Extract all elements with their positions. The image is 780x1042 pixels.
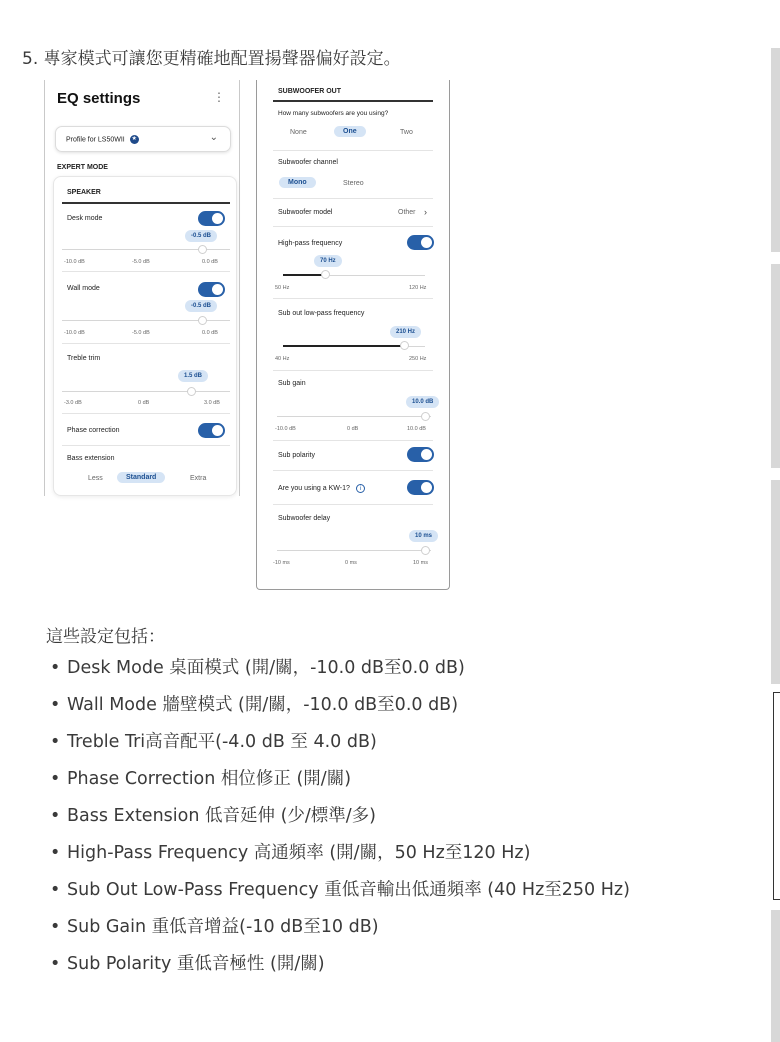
count-option-one[interactable]: One xyxy=(334,126,366,137)
wall-mode-toggle[interactable] xyxy=(198,282,225,297)
subwoofer-delay-tick: 0 ms xyxy=(345,560,357,566)
count-option-none[interactable]: None xyxy=(290,129,307,136)
profile-dropdown[interactable] xyxy=(55,126,231,152)
desk-mode-value: -0.5 dB xyxy=(185,230,217,242)
chevron-down-icon: ⌄ xyxy=(209,132,218,143)
expert-mode-label: EXPERT MODE xyxy=(57,164,108,171)
kw1-label: Are you using a KW-1? xyxy=(278,485,350,492)
low-pass-tick: 40 Hz xyxy=(275,356,290,362)
low-pass-tick: 250 Hz xyxy=(409,356,427,362)
info-icon[interactable]: i xyxy=(356,484,365,493)
wall-mode-value: -0.5 dB xyxy=(185,300,217,312)
subwoofer-delay-tick: 10 ms xyxy=(413,560,428,566)
high-pass-slider-thumb[interactable] xyxy=(321,270,330,279)
phase-correction-toggle[interactable] xyxy=(198,423,225,438)
chevron-right-icon: › xyxy=(424,207,427,217)
speaker-section-label: SPEAKER xyxy=(67,189,101,196)
low-pass-slider-thumb[interactable] xyxy=(400,341,409,350)
subwoofer-channel-label: Subwoofer channel xyxy=(278,159,338,166)
subwoofer-settings-screenshot xyxy=(256,80,450,590)
bass-option-extra[interactable]: Extra xyxy=(190,475,207,482)
channel-option-mono[interactable]: Mono xyxy=(279,177,316,188)
subwoofer-delay-tick: -10 ms xyxy=(273,560,290,566)
high-pass-toggle[interactable] xyxy=(407,235,434,250)
kebab-menu-icon[interactable]: ⋮ xyxy=(213,90,225,104)
list-item: • Sub Out Low-Pass Frequency 重低音輸出低通頻率 (40 Hz至250 Hz) xyxy=(50,880,630,900)
speaker-card xyxy=(53,176,237,496)
bass-option-less[interactable]: Less xyxy=(88,475,103,482)
list-item: • Wall Mode 牆壁模式 (開/關，-10.0 dB至0.0 dB) xyxy=(50,695,459,715)
sub-gain-tick: 10.0 dB xyxy=(407,426,426,432)
sub-gain-slider-thumb[interactable] xyxy=(421,412,430,421)
treble-trim-value: 1.5 dB xyxy=(178,370,208,382)
list-item: • Sub Polarity 重低音極性 (開/關) xyxy=(50,954,325,974)
wall-mode-tick: -5.0 dB xyxy=(132,330,150,336)
kw1-toggle[interactable] xyxy=(407,480,434,495)
wall-mode-tick: 0.0 dB xyxy=(202,330,218,336)
edge-scroll-bar xyxy=(771,910,780,1042)
subwoofer-model-row[interactable]: Subwoofer model xyxy=(278,209,333,216)
list-item: • High-Pass Frequency 高通頻率 (開/關，50 Hz至120 Hz) xyxy=(50,843,531,863)
list-item: • Treble Tri高音配平(-4.0 dB 至 4.0 dB) xyxy=(50,732,377,752)
high-pass-tick: 50 Hz xyxy=(275,285,290,291)
list-item: • Sub Gain 重低音增益(-10 dB至10 dB) xyxy=(50,917,379,937)
settings-list xyxy=(50,654,630,987)
count-option-two[interactable]: Two xyxy=(400,129,413,136)
treble-trim-tick: 0 dB xyxy=(138,400,150,406)
edge-scroll-bar xyxy=(771,264,780,468)
desk-mode-tick: -10.0 dB xyxy=(64,259,85,265)
settings-intro: 這些設定包括： xyxy=(46,627,165,647)
treble-trim-slider-thumb[interactable] xyxy=(187,387,196,396)
list-item: • Desk Mode 桌面模式 (開/關，-10.0 dB至0.0 dB) xyxy=(50,658,465,678)
phase-correction-label: Phase correction xyxy=(67,427,120,434)
desk-mode-slider-thumb[interactable] xyxy=(198,245,207,254)
list-item: • Phase Correction 相位修正 (開/關) xyxy=(50,769,352,789)
page-heading: 5. 專家模式可讓您更精確地配置揚聲器偏好設定。 xyxy=(22,49,401,69)
treble-trim-label: Treble trim xyxy=(67,355,101,362)
wall-mode-label: Wall mode xyxy=(67,285,100,292)
low-pass-label: Sub out low-pass frequency xyxy=(278,310,365,317)
desk-mode-tick: 0.0 dB xyxy=(202,259,218,265)
wall-mode-slider-thumb[interactable] xyxy=(198,316,207,325)
edge-scroll-bar xyxy=(771,48,780,252)
bass-extension-label: Bass extension xyxy=(67,455,115,462)
star-icon: ★ xyxy=(131,136,137,142)
subwoofer-section-label: SUBWOOFER OUT xyxy=(278,88,341,95)
desk-mode-toggle[interactable] xyxy=(198,211,225,226)
sub-gain-tick: -10.0 dB xyxy=(275,426,296,432)
subwoofer-delay-slider-thumb[interactable] xyxy=(421,546,430,555)
eq-settings-screenshot xyxy=(44,80,240,496)
subwoofer-model-value: Other xyxy=(398,209,416,216)
wall-mode-tick: -10.0 dB xyxy=(64,330,85,336)
subwoofer-count-question: How many subwoofers are you using? xyxy=(278,110,389,117)
eq-title: EQ settings xyxy=(57,90,141,107)
edge-box xyxy=(773,692,780,900)
profile-label: Profile for LS50WII xyxy=(66,136,125,144)
treble-trim-tick: -3.0 dB xyxy=(64,400,82,406)
sub-gain-value: 10.0 dB xyxy=(406,396,439,408)
high-pass-label: High-pass frequency xyxy=(278,240,343,247)
kw1-row xyxy=(278,484,365,493)
edge-scroll-bar xyxy=(771,480,780,684)
desk-mode-label: Desk mode xyxy=(67,215,103,222)
desk-mode-tick: -5.0 dB xyxy=(132,259,150,265)
subwoofer-delay-label: Subwoofer delay xyxy=(278,515,331,522)
bass-option-standard[interactable]: Standard xyxy=(117,472,165,483)
channel-option-stereo[interactable]: Stereo xyxy=(343,180,364,187)
treble-trim-tick: 3.0 dB xyxy=(204,400,220,406)
low-pass-value: 210 Hz xyxy=(390,326,421,338)
high-pass-value: 70 Hz xyxy=(314,255,342,267)
high-pass-tick: 120 Hz xyxy=(409,285,427,291)
sub-polarity-toggle[interactable] xyxy=(407,447,434,462)
list-item: • Bass Extension 低音延伸 (少/標準/多) xyxy=(50,806,377,826)
subwoofer-delay-value: 10 ms xyxy=(409,530,438,542)
sub-polarity-label: Sub polarity xyxy=(278,452,315,459)
sub-gain-label: Sub gain xyxy=(278,380,306,387)
sub-gain-tick: 0 dB xyxy=(347,426,359,432)
